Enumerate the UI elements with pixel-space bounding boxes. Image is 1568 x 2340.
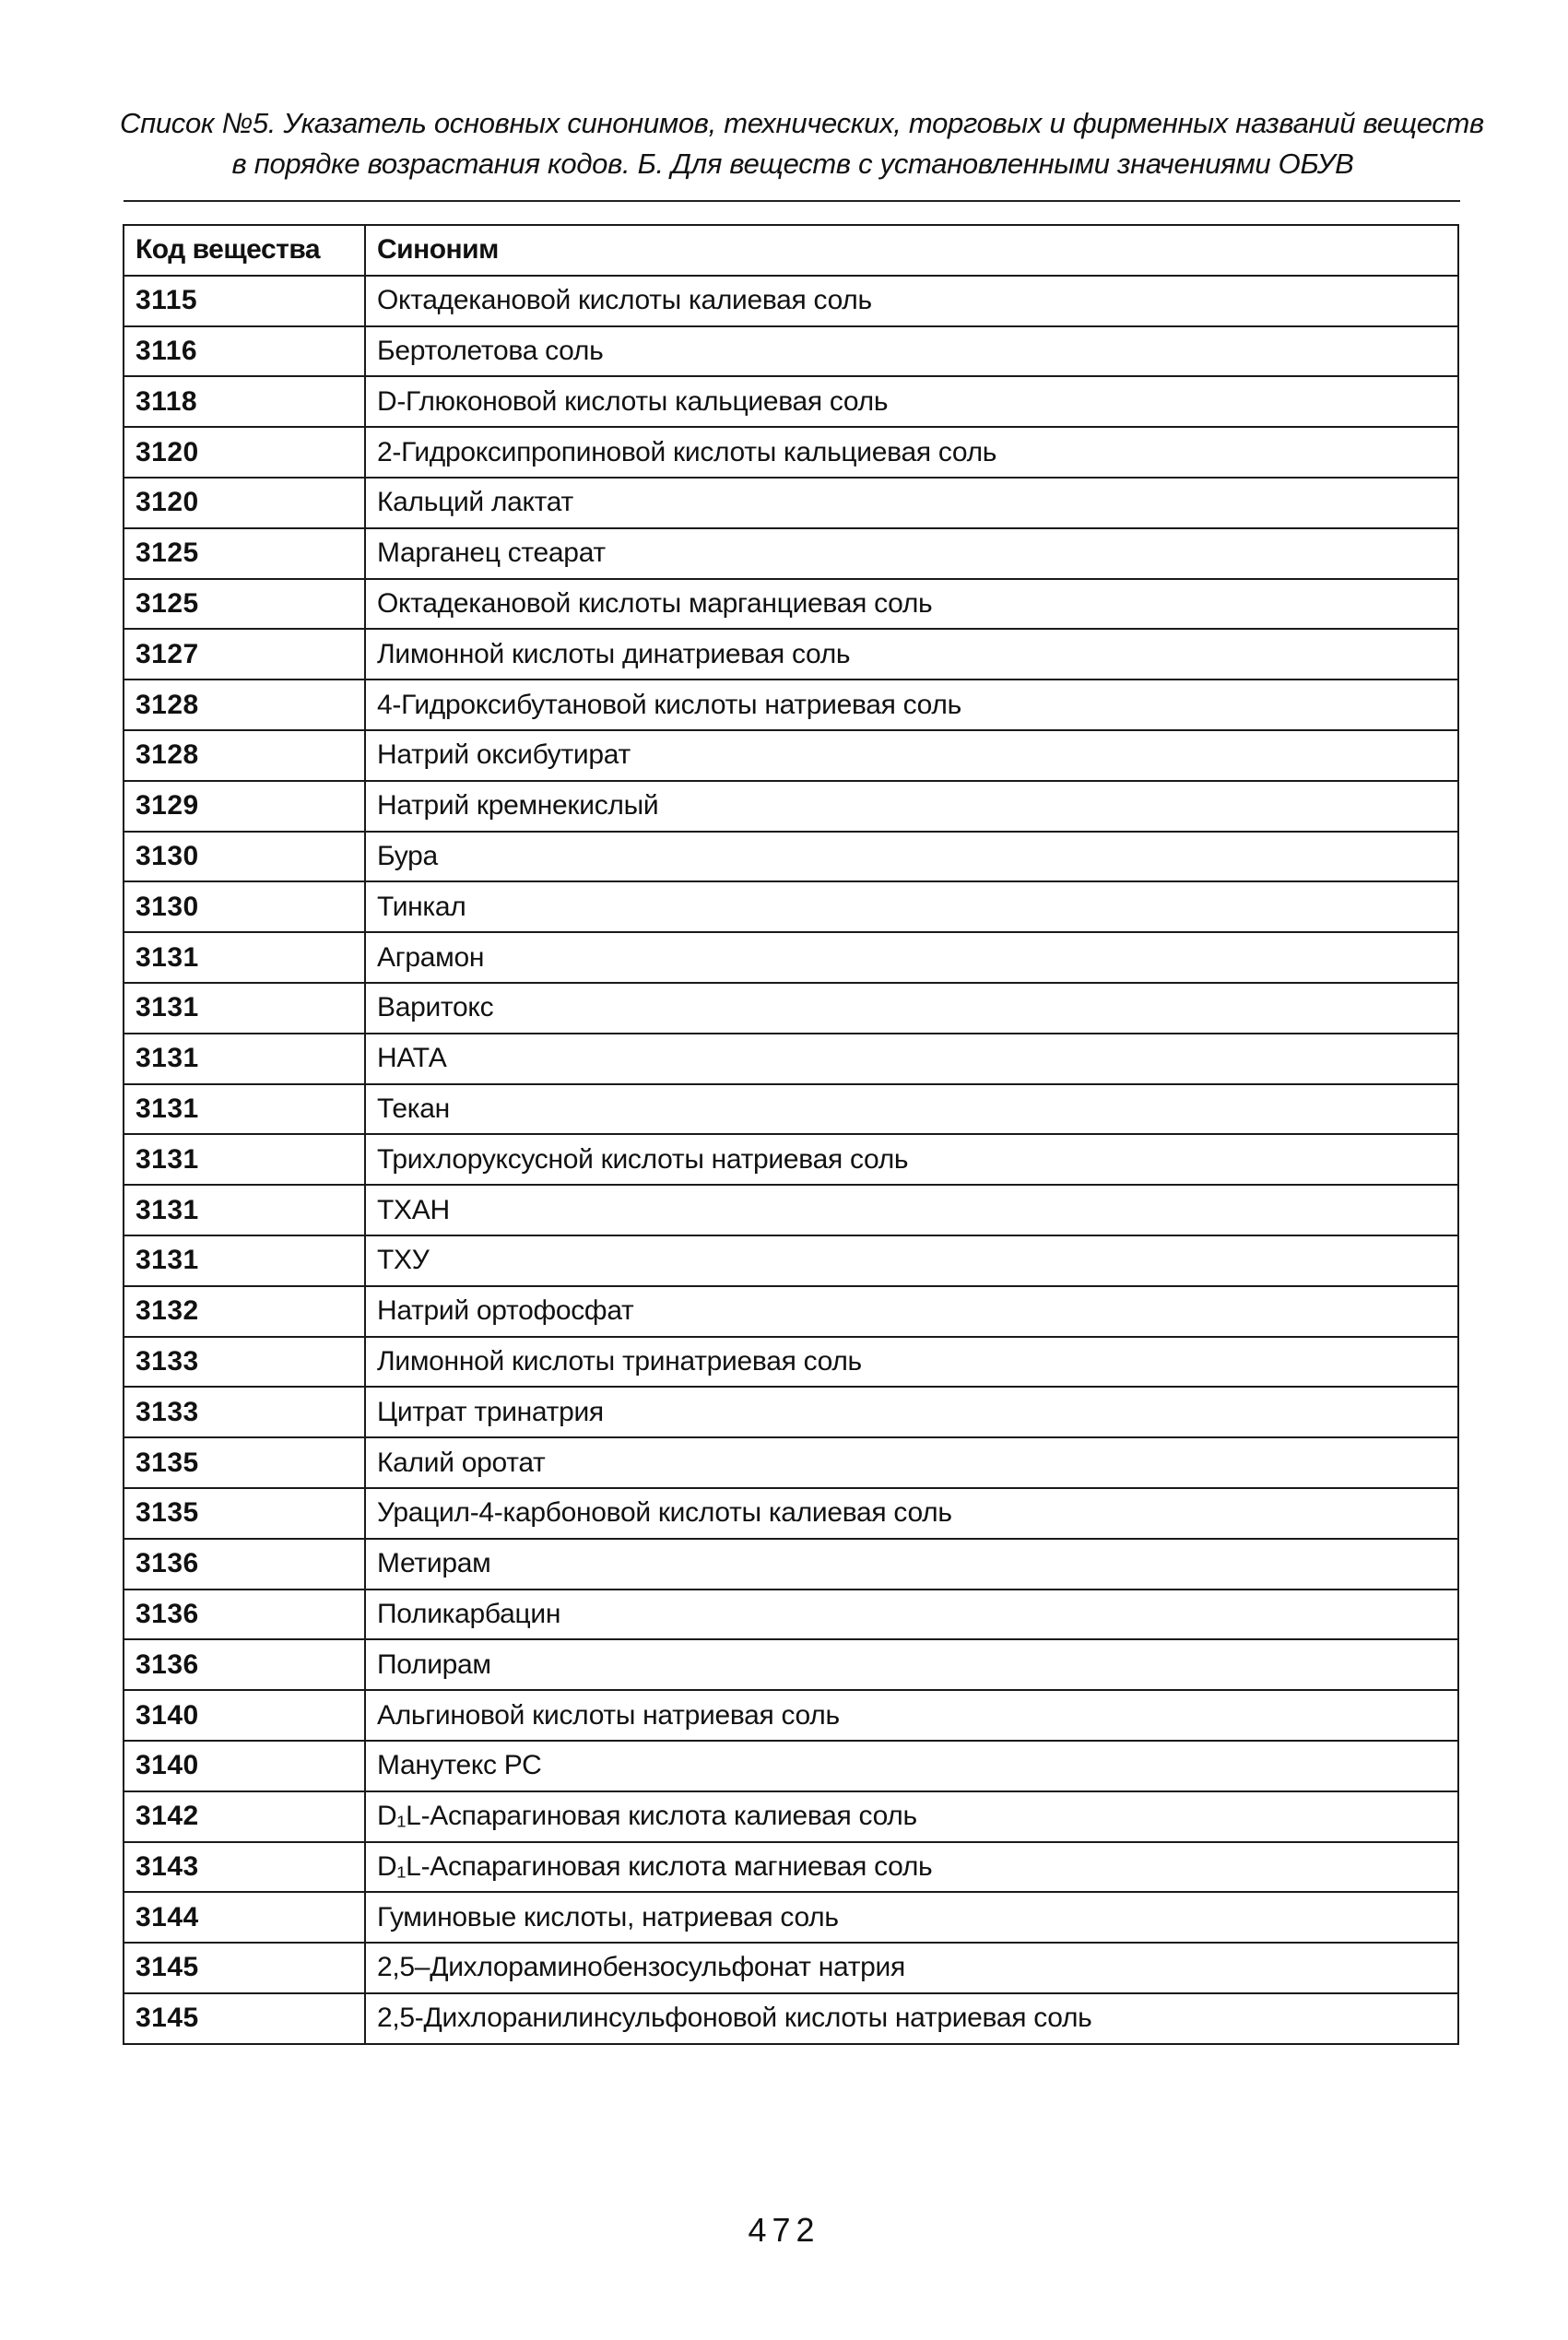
synonym-cell: D₁L-Аспарагиновая кислота магниевая соль [365, 1842, 1458, 1893]
column-header-synonym: Синоним [365, 225, 1458, 276]
synonym-cell: Бертолетова соль [365, 326, 1458, 377]
synonyms-table [123, 224, 1459, 2045]
synonym-cell: 2-Гидроксипропиновой кислоты кальциевая соль [365, 427, 1458, 478]
substance-code-cell: 3128 [124, 680, 365, 730]
table-row [124, 730, 1458, 781]
synonym-cell: Марганец стеарат [365, 528, 1458, 579]
table-row [124, 680, 1458, 730]
table-row [124, 427, 1458, 478]
synonym-cell: Варитокс [365, 983, 1458, 1034]
substance-code-cell: 3131 [124, 1034, 365, 1084]
substance-code-cell: 3136 [124, 1590, 365, 1640]
substance-code-cell: 3131 [124, 1185, 365, 1235]
table-row [124, 1185, 1458, 1235]
table-header-row [124, 225, 1458, 276]
header-line-1: Список №5. Указатель основных синонимов, технических, торговых и фирменных названий веществ [120, 107, 1484, 139]
substance-code-cell: 3132 [124, 1286, 365, 1337]
table-row [124, 1286, 1458, 1337]
substance-code-cell: 3144 [124, 1892, 365, 1943]
header-divider [124, 200, 1460, 202]
synonym-cell: Лимонной кислоты динатриевая соль [365, 629, 1458, 680]
header-line-2: в порядке возрастания кодов. Б. Для веществ с установленными значениями ОБУВ [231, 148, 1354, 180]
synonym-cell: Тинкал [365, 881, 1458, 932]
synonym-cell: D-Глюконовой кислоты кальциевая соль [365, 376, 1458, 427]
substance-code-cell: 3145 [124, 1943, 365, 1993]
table-row [124, 1134, 1458, 1185]
substance-code-cell: 3133 [124, 1387, 365, 1437]
table-row [124, 1034, 1458, 1084]
substance-code-cell: 3120 [124, 427, 365, 478]
substance-code-cell: 3128 [124, 730, 365, 781]
synonym-cell: Альгиновой кислоты натриевая соль [365, 1690, 1458, 1741]
table-row [124, 1437, 1458, 1488]
substance-code-cell: 3135 [124, 1437, 365, 1488]
synonym-cell: 4-Гидроксибутановой кислоты натриевая соль [365, 680, 1458, 730]
substance-code-cell: 3115 [124, 276, 365, 326]
table-row [124, 1842, 1458, 1893]
table-row [124, 1943, 1458, 1993]
synonym-cell: ТХАН [365, 1185, 1458, 1235]
synonym-cell: Трихлоруксусной кислоты натриевая соль [365, 1134, 1458, 1185]
substance-code-cell: 3129 [124, 781, 365, 832]
substance-code-cell: 3133 [124, 1337, 365, 1388]
synonym-cell: Метирам [365, 1539, 1458, 1590]
table-row [124, 579, 1458, 630]
table-row [124, 478, 1458, 528]
table-row [124, 276, 1458, 326]
table-row [124, 932, 1458, 983]
synonym-cell: Бура [365, 832, 1458, 882]
table-row [124, 1387, 1458, 1437]
table-row [124, 1741, 1458, 1791]
synonym-cell: Натрий кремнекислый [365, 781, 1458, 832]
substance-code-cell: 3145 [124, 1993, 365, 2044]
substance-code-cell: 3130 [124, 881, 365, 932]
synonym-cell: 2,5-Дихлоранилинсульфоновой кислоты натриевая соль [365, 1993, 1458, 2044]
table-row [124, 881, 1458, 932]
synonym-cell: Октадекановой кислоты калиевая соль [365, 276, 1458, 326]
substance-code-cell: 3120 [124, 478, 365, 528]
table-row [124, 528, 1458, 579]
substance-code-cell: 3140 [124, 1741, 365, 1791]
table-row [124, 1590, 1458, 1640]
synonym-cell: Манутекс РС [365, 1741, 1458, 1791]
table-row [124, 1993, 1458, 2044]
table-row [124, 1084, 1458, 1135]
synonym-cell: Полирам [365, 1639, 1458, 1690]
substance-code-cell: 3140 [124, 1690, 365, 1741]
substance-code-cell: 3125 [124, 528, 365, 579]
synonym-cell: ТХУ [365, 1235, 1458, 1286]
substance-code-cell: 3131 [124, 1134, 365, 1185]
table-row [124, 1337, 1458, 1388]
substance-code-cell: 3131 [124, 1235, 365, 1286]
table-row [124, 326, 1458, 377]
synonym-cell: Текан [365, 1084, 1458, 1135]
synonym-cell: Кальций лактат [365, 478, 1458, 528]
synonym-cell: НАТА [365, 1034, 1458, 1084]
table-row [124, 629, 1458, 680]
substance-code-cell: 3130 [124, 832, 365, 882]
synonym-cell: Гуминовые кислоты, натриевая соль [365, 1892, 1458, 1943]
table-row [124, 1539, 1458, 1590]
synonym-cell: Калий оротат [365, 1437, 1458, 1488]
page-header [120, 103, 1484, 184]
substance-code-cell: 3136 [124, 1539, 365, 1590]
substance-code-cell: 3125 [124, 579, 365, 630]
table-row [124, 781, 1458, 832]
column-header-code: Код вещества [124, 225, 365, 276]
substance-code-cell: 3116 [124, 326, 365, 377]
table-row [124, 1488, 1458, 1539]
substance-code-cell: 3118 [124, 376, 365, 427]
synonym-cell: Октадекановой кислоты марганциевая соль [365, 579, 1458, 630]
table-row [124, 832, 1458, 882]
table-row [124, 1235, 1458, 1286]
substance-code-cell: 3127 [124, 629, 365, 680]
synonym-cell: Урацил-4-карбоновой кислоты калиевая соль [365, 1488, 1458, 1539]
synonym-cell: 2,5–Дихлораминобензосульфонат натрия [365, 1943, 1458, 1993]
table-row [124, 376, 1458, 427]
table-row [124, 1690, 1458, 1741]
synonym-cell: Поликарбацин [365, 1590, 1458, 1640]
substance-code-cell: 3142 [124, 1791, 365, 1842]
substance-code-cell: 3131 [124, 1084, 365, 1135]
table-row [124, 1791, 1458, 1842]
synonym-cell: Натрий оксибутират [365, 730, 1458, 781]
synonym-cell: Лимонной кислоты тринатриевая соль [365, 1337, 1458, 1388]
substance-code-cell: 3143 [124, 1842, 365, 1893]
substance-code-cell: 3136 [124, 1639, 365, 1690]
substance-code-cell: 3135 [124, 1488, 365, 1539]
substance-code-cell: 3131 [124, 932, 365, 983]
synonym-cell: Цитрат тринатрия [365, 1387, 1458, 1437]
page-number: 472 [748, 2211, 820, 2249]
synonym-cell: Натрий ортофосфат [365, 1286, 1458, 1337]
table-row [124, 983, 1458, 1034]
table-row [124, 1892, 1458, 1943]
synonym-cell: D₁L-Аспарагиновая кислота калиевая соль [365, 1791, 1458, 1842]
substance-code-cell: 3131 [124, 983, 365, 1034]
synonym-cell: Аграмон [365, 932, 1458, 983]
table-row [124, 1639, 1458, 1690]
